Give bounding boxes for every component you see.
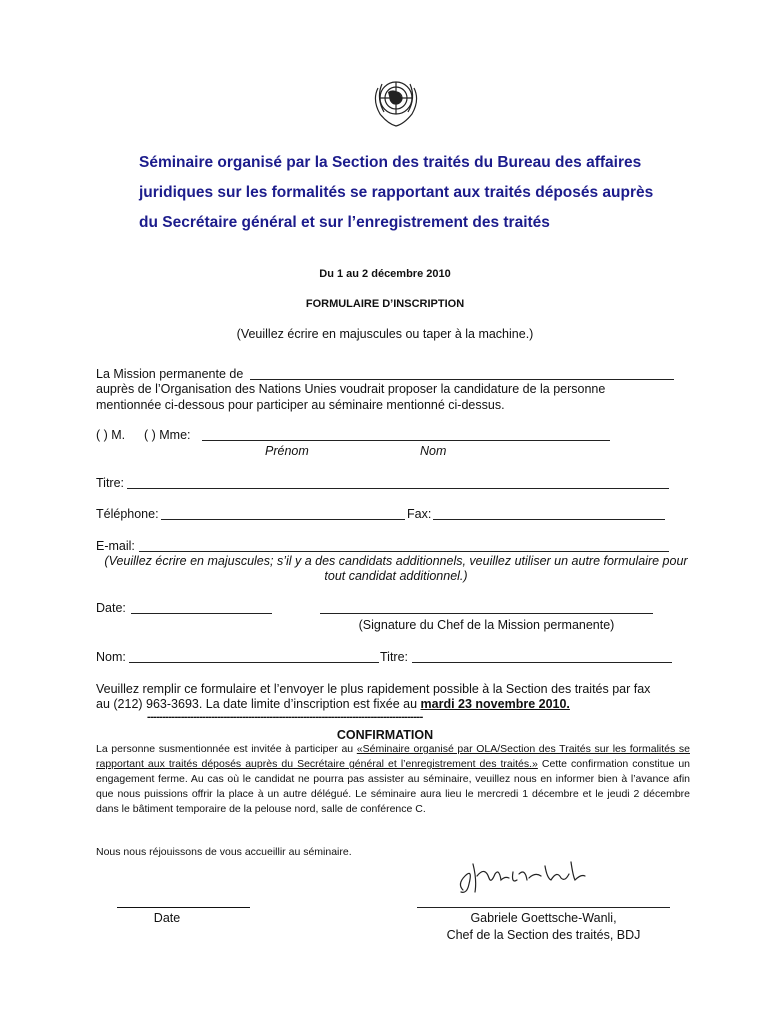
prenom-caption: Prénom — [265, 444, 309, 458]
un-emblem-logo — [364, 70, 428, 130]
seminar-name-link: «Séminaire organisé par OLA/Section des Traités sur les formalités se rapportant aux traités déposés auprès du Secrétaire général et l’enregistrement des traités.» — [96, 743, 690, 770]
mission-input[interactable] — [250, 379, 674, 380]
footer-signature-line — [417, 907, 670, 908]
footer-date-line[interactable] — [117, 907, 250, 908]
mission-label: La Mission permanente de — [96, 367, 244, 381]
nom-label: Nom: — [96, 650, 126, 664]
handwritten-signature — [455, 854, 595, 898]
signatory-name: Gabriele Goettsche-Wanli, — [470, 911, 617, 925]
nom-caption: Nom — [420, 444, 447, 458]
telephone-label: Téléphone: — [96, 507, 159, 521]
mission-signature-line[interactable] — [320, 613, 653, 614]
titre-input[interactable] — [127, 488, 669, 489]
nom-input[interactable] — [129, 662, 379, 663]
separator: ------------------------------------------------------------------------------------------ — [147, 711, 423, 723]
confirmation-body: Cette confirmation constitue un engagement ferme. Au cas où le candidat ne pourra pas assister au séminaire, veuillez nous en informer bien à l’avance afin que nous puissions offrir la place à un autre délégué. Le séminaire aura lieu le mercredi 1 décembre et le jeudi 2 décembre dans le bâtiment temporaire de la pelouse nord, salle de conférence C. — [96, 758, 691, 815]
mission-text-line2: auprès de l’Organisation des Nations Unies voudrait proposer la candidature de la personne — [96, 382, 606, 396]
return-text-body: au (212) 963-3693. La date limite d’inscription est fixée au — [96, 697, 418, 711]
mrs-checkbox-label[interactable]: ( ) Mme: — [144, 428, 191, 442]
welcome-text: Nous nous réjouissons de vous accueillir au séminaire. — [96, 846, 352, 858]
email-note: (Veuillez écrire en majuscules; s’il y a des candidats additionnels, veuillez utiliser un autre formulaire pour tout candidat additionnel.) — [104, 554, 688, 583]
confirmation-intro: La personne susmentionnée est invitée à participer au — [96, 743, 354, 755]
date-label: Date: — [96, 601, 126, 615]
titre2-input[interactable] — [412, 662, 672, 663]
name-input[interactable] — [202, 440, 610, 441]
email-input[interactable] — [139, 551, 669, 552]
mr-checkbox-label[interactable]: ( ) M. — [96, 428, 126, 442]
mission-text-line3: mentionnée ci-dessous pour participer au séminaire mentionné ci-dessus. — [96, 398, 505, 412]
return-text-line2 — [96, 697, 570, 711]
telephone-input[interactable] — [161, 519, 405, 520]
confirmation-title: CONFIRMATION — [336, 728, 434, 742]
footer-date-label: Date — [153, 911, 181, 925]
seminar-dates: Du 1 au 2 décembre 2010 — [319, 268, 451, 280]
titre-label: Titre: — [96, 476, 125, 490]
signatory-title: Chef de la Section des traités, BDJ — [446, 928, 641, 942]
fax-label: Fax: — [407, 507, 432, 521]
form-title: FORMULAIRE D’INSCRIPTION — [305, 298, 465, 310]
seminar-title: Séminaire organisé par la Section des traités du Bureau des affaires juridiques sur les formalités se rapportant aux traités déposés auprès du Secrétaire général et sur l’enregistrement des traités — [139, 154, 654, 231]
deadline-date: mardi 23 novembre 2010. — [420, 697, 570, 711]
titre2-label: Titre: — [380, 650, 409, 664]
signature-caption: (Signature du Chef de la Mission permanente) — [358, 618, 615, 632]
form-instruction: (Veuillez écrire en majuscules ou taper à la machine.) — [236, 327, 534, 341]
date-input[interactable] — [131, 613, 272, 614]
return-text-line1: Veuillez remplir ce formulaire et l’envoyer le plus rapidement possible à la Section des traités par fax — [96, 682, 651, 696]
confirmation-paragraph — [96, 742, 690, 817]
email-label: E-mail: — [96, 539, 135, 553]
fax-input[interactable] — [433, 519, 665, 520]
